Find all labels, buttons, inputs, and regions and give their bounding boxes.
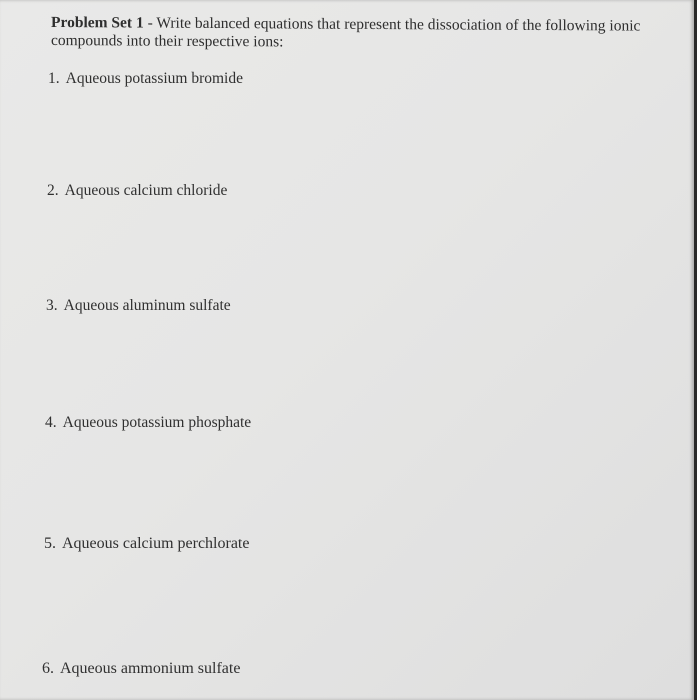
question-2 [47, 182, 227, 200]
problem-set-header [51, 14, 671, 54]
question-text: Aqueous potassium bromide [65, 70, 243, 87]
question-number: 5. [44, 535, 56, 552]
question-number: 2. [47, 182, 59, 199]
question-1 [48, 70, 243, 88]
question-text: Aqueous calcium chloride [64, 182, 228, 199]
question-text: Aqueous potassium phosphate [62, 414, 252, 431]
question-number: 3. [46, 297, 58, 314]
question-number: 6. [42, 660, 54, 677]
question-4 [45, 414, 251, 432]
question-text: Aqueous ammonium sulfate [60, 660, 241, 677]
title-separator: - [143, 14, 157, 32]
question-3 [46, 297, 231, 315]
question-number: 1. [48, 70, 60, 87]
problem-set-title: Problem Set 1 [51, 14, 144, 32]
question-text: Aqueous calcium perchlorate [62, 535, 250, 552]
problem-set-instructions: Write balanced equations that represent the dissociation of the following ionic compounds into their respective ions: [51, 14, 641, 51]
question-5 [44, 535, 249, 553]
question-text: Aqueous aluminum sulfate [63, 297, 231, 314]
question-6 [42, 660, 240, 678]
question-number: 4. [45, 414, 57, 431]
